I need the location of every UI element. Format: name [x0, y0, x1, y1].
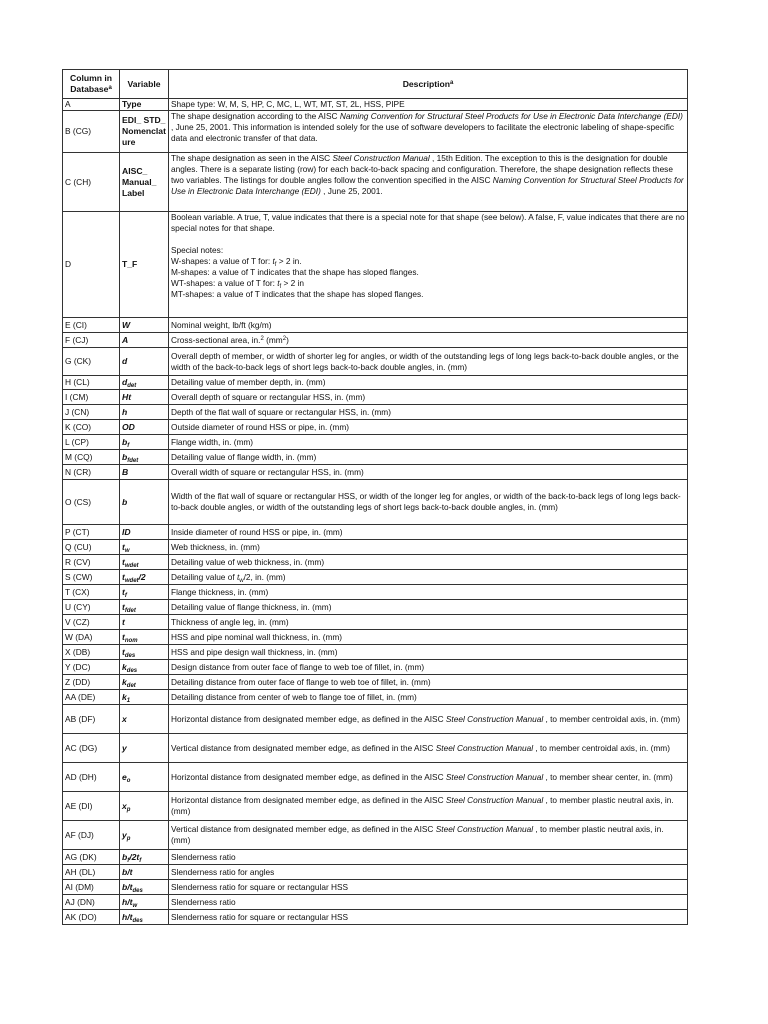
description: Overall depth of square or rectangular HSS, in. (mm) — [169, 390, 688, 405]
description: Vertical distance from designated member edge, as defined in the AISC Steel Construction Manual , to member plastic neutral axis, in. (mm) — [169, 821, 688, 850]
table-row — [63, 212, 688, 318]
table-row — [63, 645, 688, 660]
table-row — [63, 435, 688, 450]
column-letter: AK (DO) — [63, 910, 120, 925]
description: The shape designation as seen in the AISC Steel Construction Manual , 15th Edition. The exception to this is the designation for double angles. There is a separate listing (row) for each back-to-back spacing and configuration. Therefore, the shape designation reflects these two variables. The listings for double angles follow the convention specified in the AISC Naming Convention for Structural Steel Products for Use in Electronic Data Interchange (EDI) , June 25, 2001. — [169, 153, 688, 212]
description: Shape type: W, M, S, HP, C, MC, L, WT, MT, ST, 2L, HSS, PIPE — [169, 99, 688, 111]
variable-name: AISC_ Manual_ Label — [120, 153, 169, 212]
description: Slenderness ratio — [169, 850, 688, 865]
column-letter: W (DA) — [63, 630, 120, 645]
variable-name: $b_f$ — [120, 435, 169, 450]
table-row — [63, 420, 688, 435]
variable-name: ID — [120, 525, 169, 540]
variable-name: d — [120, 348, 169, 376]
table-row — [63, 99, 688, 111]
description: Detailing value of member depth, in. (mm) — [169, 376, 688, 390]
variable-name: B — [120, 465, 169, 480]
variable-name: $t_{fdet}$ — [120, 600, 169, 615]
table-row — [63, 910, 688, 925]
description: Web thickness, in. (mm) — [169, 540, 688, 555]
table-row — [63, 450, 688, 465]
header-column-in-database: Column in Database$^a$ — [63, 70, 120, 99]
table-row — [63, 630, 688, 645]
variable-name: $t_{nom}$ — [120, 630, 169, 645]
variable-name: $t_{des}$ — [120, 645, 169, 660]
description: Detailing value of $t_w/2$, in. (mm) — [169, 570, 688, 585]
description: Overall depth of member, or width of shorter leg for angles, or width of the outstanding legs of long legs back-to-back double angles, or the width of the back-to-back legs of short legs back-to-back double angles, in. (mm) — [169, 348, 688, 376]
variable-name: EDI_ STD_ Nomenclat ure — [120, 111, 169, 153]
description: Boolean variable. A true, T, value indicates that there is a special note for that shape (see below). A false, F, value indicates that there are no special notes for that shape. Special notes: W-shapes: a value of T for: $t_f > 2$ in. M-shapes: a value of T indicates that the shape has sloped flanges. WT-shapes: a value of T for: $t_f > 2$ in MT-shapes: a value of T indicates that the shape has sloped flanges. — [169, 212, 688, 318]
description: Slenderness ratio for square or rectangular HSS — [169, 880, 688, 895]
table-row — [63, 880, 688, 895]
table-row — [63, 390, 688, 405]
description: Cross-sectional area, in.$^2$ $(mm^2)$ — [169, 333, 688, 348]
description: Detailing distance from outer face of flange to web toe of fillet, in. (mm) — [169, 675, 688, 690]
variable-name: $d_{det}$ — [120, 376, 169, 390]
column-letter: AG (DK) — [63, 850, 120, 865]
variable-name: h — [120, 405, 169, 420]
variable-name: W — [120, 318, 169, 333]
table-row — [63, 615, 688, 630]
variable-name: $t_{wdet}$ — [120, 555, 169, 570]
column-letter: AF (DJ) — [63, 821, 120, 850]
variable-name: $y_p$ — [120, 821, 169, 850]
table-row — [63, 111, 688, 153]
variable-name: t — [120, 615, 169, 630]
column-letter: G (CK) — [63, 348, 120, 376]
special-note: WT-shapes: a value of T for: $t_f > 2$ in — [171, 278, 305, 290]
variable-name: b — [120, 480, 169, 525]
special-note: W-shapes: a value of T for: $t_f > 2$ in. — [171, 256, 302, 268]
table-row — [63, 660, 688, 675]
description: Horizontal distance from designated member edge, as defined in the AISC Steel Construction Manual , to member plastic neutral axis, in. (mm) — [169, 792, 688, 821]
column-letter: Z (DD) — [63, 675, 120, 690]
table-row — [63, 690, 688, 705]
variable-name: OD — [120, 420, 169, 435]
description: Vertical distance from designated member edge, as defined in the AISC Steel Construction Manual , to member centroidal axis, in. (mm) — [169, 734, 688, 763]
description: Detailing value of flange width, in. (mm) — [169, 450, 688, 465]
description: Detailing distance from center of web to flange toe of fillet, in. (mm) — [169, 690, 688, 705]
column-letter: Q (CU) — [63, 540, 120, 555]
header-variable: Variable — [120, 70, 169, 99]
table-row — [63, 865, 688, 880]
table-row — [63, 675, 688, 690]
table-row — [63, 333, 688, 348]
column-letter: J (CN) — [63, 405, 120, 420]
table-row — [63, 525, 688, 540]
column-letter: Y (DC) — [63, 660, 120, 675]
column-letter: D — [63, 212, 120, 318]
column-letter: R (CV) — [63, 555, 120, 570]
description: Outside diameter of round HSS or pipe, in. (mm) — [169, 420, 688, 435]
column-letter: H (CL) — [63, 376, 120, 390]
column-letter: N (CR) — [63, 465, 120, 480]
description: Nominal weight, lb/ft (kg/m) — [169, 318, 688, 333]
description: Overall width of square or rectangular HSS, in. (mm) — [169, 465, 688, 480]
description: Detailing value of flange thickness, in. (mm) — [169, 600, 688, 615]
variable-name: $k_{des}$ — [120, 660, 169, 675]
column-letter: F (CJ) — [63, 333, 120, 348]
table-row — [63, 850, 688, 865]
description: Depth of the flat wall of square or rectangular HSS, in. (mm) — [169, 405, 688, 420]
column-letter: AE (DI) — [63, 792, 120, 821]
column-letter: AD (DH) — [63, 763, 120, 792]
table-row — [63, 405, 688, 420]
table-row — [63, 705, 688, 734]
column-letter: B (CG) — [63, 111, 120, 153]
table-row — [63, 555, 688, 570]
variable-name: $b/t_{des}$ — [120, 880, 169, 895]
variable-name: $b_{fdet}$ — [120, 450, 169, 465]
description: Slenderness ratio — [169, 895, 688, 910]
table-row — [63, 570, 688, 585]
description: Thickness of angle leg, in. (mm) — [169, 615, 688, 630]
description: Design distance from outer face of flange to web toe of fillet, in. (mm) — [169, 660, 688, 675]
column-letter: O (CS) — [63, 480, 120, 525]
column-letter: A — [63, 99, 120, 111]
table-row — [63, 763, 688, 792]
column-letter: T (CX) — [63, 585, 120, 600]
variables-table — [62, 69, 688, 925]
column-letter: M (CQ) — [63, 450, 120, 465]
description: Horizontal distance from designated member edge, as defined in the AISC Steel Construction Manual , to member shear center, in. (mm) — [169, 763, 688, 792]
table-row — [63, 318, 688, 333]
variable-name: $e_o$ — [120, 763, 169, 792]
column-letter: U (CY) — [63, 600, 120, 615]
table-row — [63, 792, 688, 821]
variable-name: $t_w$ — [120, 540, 169, 555]
description: Flange width, in. (mm) — [169, 435, 688, 450]
column-letter: AI (DM) — [63, 880, 120, 895]
column-letter: AH (DL) — [63, 865, 120, 880]
variable-name: $h/t_{des}$ — [120, 910, 169, 925]
column-letter: AC (DG) — [63, 734, 120, 763]
column-letter: E (CI) — [63, 318, 120, 333]
table-header-row — [63, 70, 688, 99]
description: Width of the flat wall of square or rectangular HSS, or width of the longer leg for angles, or width of the back-to-back legs of long legs back-to-back double angles, or width of the outstanding legs of short legs back-to-back double angles, in. (mm) — [169, 480, 688, 525]
variable-name: Type — [120, 99, 169, 111]
table-row — [63, 734, 688, 763]
variable-name: b/t — [120, 865, 169, 880]
variable-name: $t_f$ — [120, 585, 169, 600]
description: HSS and pipe nominal wall thickness, in. (mm) — [169, 630, 688, 645]
description: Horizontal distance from designated member edge, as defined in the AISC Steel Construction Manual , to member centroidal axis, in. (mm) — [169, 705, 688, 734]
variable-name: y — [120, 734, 169, 763]
table-row — [63, 895, 688, 910]
table-row — [63, 153, 688, 212]
table-row — [63, 376, 688, 390]
description: HSS and pipe design wall thickness, in. (mm) — [169, 645, 688, 660]
table-row — [63, 600, 688, 615]
variable-name: $k_{det}$ — [120, 675, 169, 690]
column-letter: P (CT) — [63, 525, 120, 540]
column-letter: K (CO) — [63, 420, 120, 435]
table-row — [63, 585, 688, 600]
variable-name: Ht — [120, 390, 169, 405]
variable-name: $t_{wdet}/2$ — [120, 570, 169, 585]
description: Slenderness ratio for square or rectangular HSS — [169, 910, 688, 925]
column-letter: AJ (DN) — [63, 895, 120, 910]
description: The shape designation according to the AISC Naming Convention for Structural Steel Products for Use in Electronic Data Interchange (EDI) , June 25, 2001. This information is intended solely for the use of software developers to facilitate the electronic labeling of shape-specific data and electronic transfer of that data. — [169, 111, 688, 153]
variable-name: $b_f/2t_f$ — [120, 850, 169, 865]
column-letter: C (CH) — [63, 153, 120, 212]
column-letter: X (DB) — [63, 645, 120, 660]
table-row — [63, 540, 688, 555]
variable-name: A — [120, 333, 169, 348]
column-letter: V (CZ) — [63, 615, 120, 630]
description: Flange thickness, in. (mm) — [169, 585, 688, 600]
table-row — [63, 821, 688, 850]
variable-name: x — [120, 705, 169, 734]
variable-name: $k_1$ — [120, 690, 169, 705]
description: Slenderness ratio for angles — [169, 865, 688, 880]
variable-name: $x_p$ — [120, 792, 169, 821]
column-letter: S (CW) — [63, 570, 120, 585]
variable-name: $h/t_w$ — [120, 895, 169, 910]
column-letter: AB (DF) — [63, 705, 120, 734]
header-description: Description$^a$ — [169, 70, 688, 99]
table-row — [63, 348, 688, 376]
variable-name: T_F — [120, 212, 169, 318]
description: Detailing value of web thickness, in. (mm) — [169, 555, 688, 570]
table-row — [63, 480, 688, 525]
column-letter: AA (DE) — [63, 690, 120, 705]
table-row — [63, 465, 688, 480]
description: Inside diameter of round HSS or pipe, in. (mm) — [169, 525, 688, 540]
column-letter: L (CP) — [63, 435, 120, 450]
column-letter: I (CM) — [63, 390, 120, 405]
